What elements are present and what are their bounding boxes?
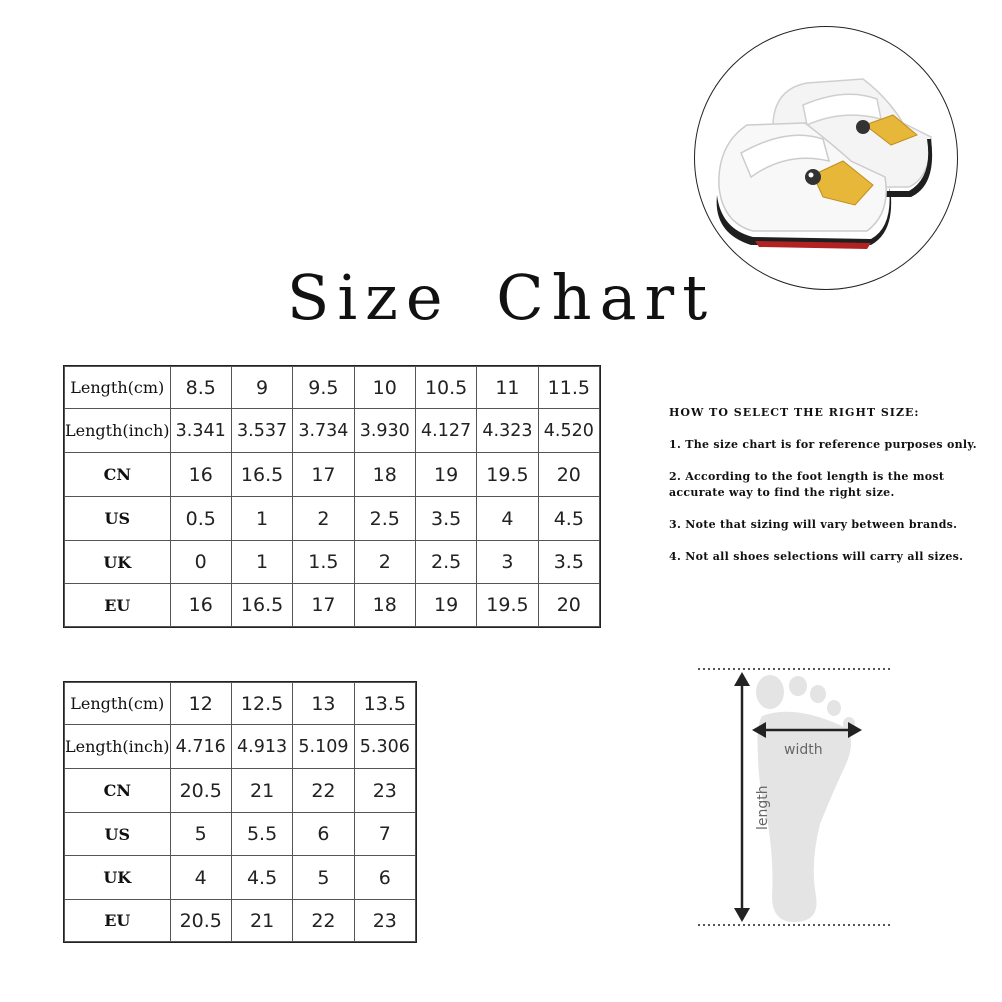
- table-cell: 5.109: [293, 725, 354, 769]
- table-cell: 22: [293, 900, 354, 942]
- table-row: [65, 584, 600, 627]
- table-cell: 16: [170, 453, 231, 497]
- row-label: Length(inch): [65, 725, 171, 769]
- table-cell: 4.5: [538, 497, 599, 541]
- table-cell: 2.5: [354, 497, 415, 541]
- row-label: US: [65, 813, 171, 856]
- table-cell: 4.520: [538, 409, 599, 453]
- row-label: CN: [65, 453, 171, 497]
- table-row: [65, 813, 416, 856]
- length-arrow: [734, 672, 750, 922]
- row-label: CN: [65, 769, 171, 813]
- table-cell: 7: [354, 813, 415, 856]
- table-cell: 4: [477, 497, 538, 541]
- table-cell: 16: [170, 584, 231, 627]
- table-row: [65, 367, 600, 409]
- table-row: [65, 856, 416, 900]
- table-cell: 12: [170, 683, 231, 725]
- table-cell: 8.5: [170, 367, 231, 409]
- row-label: UK: [65, 541, 171, 584]
- table-cell: 4.913: [231, 725, 292, 769]
- table-cell: 3.341: [170, 409, 231, 453]
- table-cell: 17: [293, 584, 354, 627]
- table-cell: 19: [415, 584, 476, 627]
- table-cell: 17: [293, 453, 354, 497]
- table-cell: 11.5: [538, 367, 599, 409]
- page-title: Size Chart: [286, 261, 716, 334]
- table-cell: 13: [293, 683, 354, 725]
- table-cell: 2.5: [415, 541, 476, 584]
- instruction-item: 3. Note that sizing will vary between brands.: [669, 518, 958, 531]
- product-image: [694, 26, 958, 290]
- table-row: [65, 453, 600, 497]
- table-cell: 19.5: [477, 584, 538, 627]
- table-cell: 5: [293, 856, 354, 900]
- table-cell: 3.5: [415, 497, 476, 541]
- table-cell: 3.930: [354, 409, 415, 453]
- table-cell: 20: [538, 453, 599, 497]
- instruction-item: 2. According to the foot length is the most accurate way to find the right size.: [669, 470, 945, 499]
- table-row: [65, 769, 416, 813]
- table-cell: 10.5: [415, 367, 476, 409]
- foot-measurement-diagram: [694, 664, 894, 934]
- table-cell: 18: [354, 453, 415, 497]
- row-label: US: [65, 497, 171, 541]
- table-cell: 2: [293, 497, 354, 541]
- table-cell: 3.5: [538, 541, 599, 584]
- table-row: [65, 900, 416, 942]
- table-cell: 2: [354, 541, 415, 584]
- table-row: [65, 497, 600, 541]
- row-label: EU: [65, 584, 171, 627]
- table-cell: 23: [354, 769, 415, 813]
- table-cell: 13.5: [354, 683, 415, 725]
- table-cell: 4.716: [170, 725, 231, 769]
- table-cell: 20.5: [170, 900, 231, 942]
- table-cell: 22: [293, 769, 354, 813]
- instruction-item: 4. Not all shoes selections will carry all sizes.: [669, 550, 964, 563]
- table-row: [65, 541, 600, 584]
- table-row: [65, 725, 416, 769]
- table-cell: 21: [231, 900, 292, 942]
- row-label: UK: [65, 856, 171, 900]
- size-guide-instructions: [669, 406, 989, 581]
- table-cell: 20.5: [170, 769, 231, 813]
- length-label: length: [755, 785, 771, 830]
- table-row: [65, 683, 416, 725]
- table-cell: 19: [415, 453, 476, 497]
- table-cell: 21: [231, 769, 292, 813]
- row-label: EU: [65, 900, 171, 942]
- instructions-title: HOW TO SELECT THE RIGHT SIZE:: [669, 406, 920, 419]
- table-cell: 4: [170, 856, 231, 900]
- table-cell: 0: [170, 541, 231, 584]
- table-cell: 4.5: [231, 856, 292, 900]
- table-cell: 18: [354, 584, 415, 627]
- width-label: width: [784, 742, 823, 758]
- table-cell: 3: [477, 541, 538, 584]
- size-table-1: [64, 366, 600, 627]
- table-cell: 11: [477, 367, 538, 409]
- row-label: Length(cm): [65, 683, 171, 725]
- table-cell: 1: [231, 497, 292, 541]
- table-cell: 6: [293, 813, 354, 856]
- row-label: Length(inch): [65, 409, 171, 453]
- table-cell: 1.5: [293, 541, 354, 584]
- table-cell: 3.537: [231, 409, 292, 453]
- foot-outline-icon: [694, 664, 894, 934]
- table-cell: 10: [354, 367, 415, 409]
- table-cell: 16.5: [231, 453, 292, 497]
- table-cell: 19.5: [477, 453, 538, 497]
- table-cell: 5: [170, 813, 231, 856]
- table-cell: 5.5: [231, 813, 292, 856]
- table-cell: 23: [354, 900, 415, 942]
- table-cell: 4.323: [477, 409, 538, 453]
- table-cell: 9: [231, 367, 292, 409]
- table-cell: 20: [538, 584, 599, 627]
- instruction-item: 1. The size chart is for reference purposes only.: [669, 438, 977, 451]
- row-label: Length(cm): [65, 367, 171, 409]
- table-cell: 12.5: [231, 683, 292, 725]
- table-cell: 3.734: [293, 409, 354, 453]
- size-table-2: [64, 682, 416, 942]
- table-cell: 1: [231, 541, 292, 584]
- table-row: [65, 409, 600, 453]
- table-cell: 9.5: [293, 367, 354, 409]
- baby-shoes-illustration: [695, 27, 957, 289]
- table-cell: 6: [354, 856, 415, 900]
- table-cell: 4.127: [415, 409, 476, 453]
- table-cell: 16.5: [231, 584, 292, 627]
- table-cell: 5.306: [354, 725, 415, 769]
- table-cell: 0.5: [170, 497, 231, 541]
